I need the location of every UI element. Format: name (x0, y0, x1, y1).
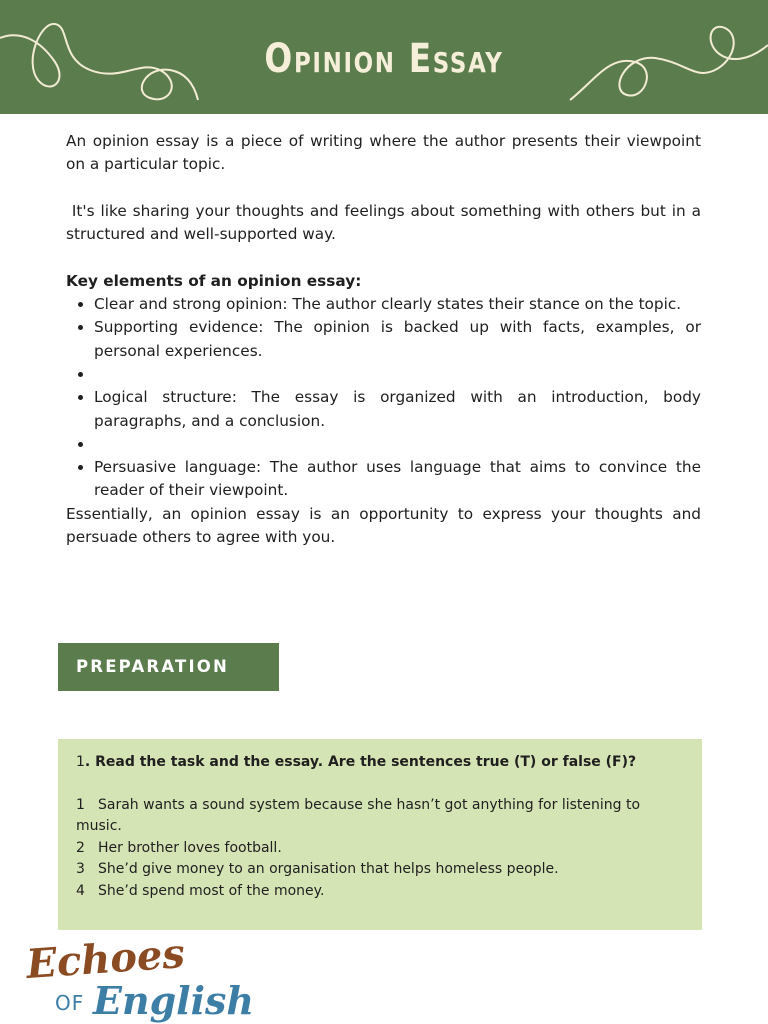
page-title: Opinion Essay (264, 36, 504, 82)
exercise-box (58, 739, 702, 930)
item-number: 3 (76, 861, 85, 877)
exercise-question (76, 752, 686, 774)
key-elements-heading: Key elements of an opinion essay: (66, 271, 362, 290)
exercise-item (76, 859, 686, 881)
exercise-item (76, 838, 686, 860)
item-number: 4 (76, 882, 85, 899)
list-item: • Persuasive language: The author uses language that aims to convince the reader of their viewpoint. (94, 456, 701, 503)
svg-text:English: English (93, 978, 255, 1023)
list-item: • Logical structure: The essay is organized with an introduction, body paragraphs, and a conclusion. (94, 386, 701, 433)
svg-text:Echoes: Echoes (24, 930, 187, 989)
exercise-number: 1 (76, 754, 85, 770)
exercise-items (76, 795, 686, 903)
key-elements-list (66, 293, 701, 503)
section-header (58, 643, 279, 691)
item-text: Her brother loves football. (98, 839, 282, 856)
intro-section (66, 130, 706, 549)
list-item: • Supporting evidence: The opinion is backed up with facts, examples, or personal experiences. (94, 316, 701, 363)
section-label: PREPARATION (76, 657, 230, 676)
item-number: 1 (76, 796, 85, 813)
exercise-item (76, 881, 686, 903)
item-text: She’d spend most of the money. (98, 882, 325, 899)
list-item (94, 363, 701, 386)
closing-paragraph: Essentially, an opinion essay is an opportunity to express your thoughts and persuade others to agree with you. (66, 504, 701, 547)
item-number: 2 (76, 839, 85, 856)
item-text: Sarah wants a sound system because she hasn’t got anything for listening to music. (76, 796, 641, 834)
intro-paragraph: An opinion essay is a piece of writing where the author presents their viewpoint on a particular topic. (66, 132, 701, 174)
svg-text:OF: OF (55, 991, 85, 1015)
header-banner (0, 0, 768, 114)
echoes-of-english-logo (24, 930, 255, 1023)
intro-paragraph: It's like sharing your thoughts and feelings about something with others but in a structured and well-supported way. (66, 201, 706, 244)
exercise-item (76, 795, 686, 838)
list-item: • Clear and strong opinion: The author clearly states their stance on the topic. (94, 293, 701, 316)
item-text: She’d give money to an organisation that helps homeless people. (98, 861, 559, 877)
list-item (94, 433, 701, 456)
exercise-question-text: . Read the task and the essay. Are the sentences true (T) or false (F)? (84, 754, 637, 770)
